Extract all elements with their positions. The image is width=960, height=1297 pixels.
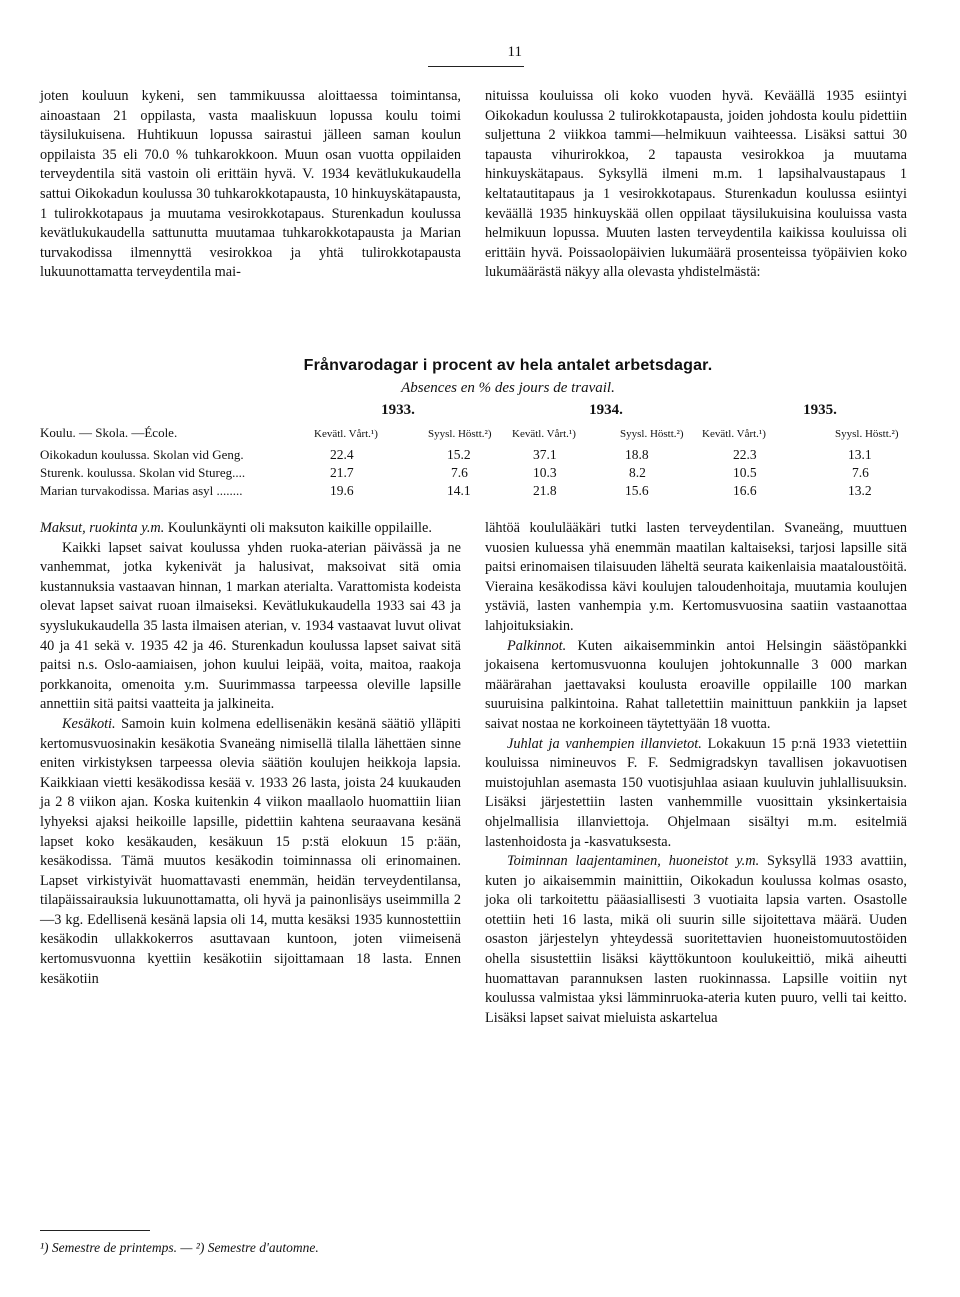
paragraph [485, 637, 907, 735]
table-cell: 21.8 [533, 483, 557, 498]
column-header: Kevätl. Vårt.¹) [702, 428, 766, 440]
paragraph-text: Kaikki lapset saivat koulussa yhden ruoka-aterian päivässä ja ne vanhemmat, jotka kykenivät ja halusivat, maksoivat sitä omia kustannuksia vastaavan hinnan, 1 markan aterialta. Varattomista kodeista olevat lapset saivat ruoan ilmaiseksi. Kevätlukukaudella 1933 sai 43 ja syyslukukaudella 35 lasta ilmaisen aterian, v. 1934 vastaavat luvut olivat 40 ja 41 sekä v. 1935 42 ja 46. Sturenkadun koulussa lapset saivat sitä paitsi n.s. Oslo-aamiaisen, johon kuului leipää, voita, maitoa, raakoja porkkanoita, omenoita y.m. Suurimmassa tarpeessa oleville lapsille annettiin sitä paitsi vaatteita ja jalkineita. [40, 539, 461, 713]
paragraph-text: Samoin kuin kolmena edellisenäkin kesänä säätiö ylläpiti kertomusvuosinakin kesäkotia Svaneäng nimisellä tilalla lähettäen sinne eniten virkistyksen tarpeessa olevia säätiön koulujen heikkoja lapsia. Kaikkiaan vietti kesäkodissa kesää v. 1933 26 lasta, joista 24 kuukauden ja 2 8 viikon ajan. Koska kuitenkin 4 viikon maallaolo huomattiin liian lyhyeksi ajaksi heikoille lapsille, pidettiin kahtena seuraavana kesänä lapset koko kesäkauden, kesäkuun 15 p:stä elokuun 15 p:ään, kesäkodissa. Tämä muutos kesäkodin toiminnassa oli erinomainen. Lapset virkistyivät huomattavasti enemmän, heidän terveydentilansa, tilapäissairauksia lukuunottamatta, oli hyvä ja painonlisäys useimmilla 2—3 kg. Edellisenä kesänä lapsia oli 14, mutta kesäksi 1935 kunnostettiin kesäkodin ullakkokerros asuttavaan kuntoon, joten viimeisenä kertomusvuonna kyettiin kesäkotiin sijoittamaan 18 lasta. Ennen kesäkotiin [40, 715, 461, 987]
paragraph-text: Kuten aikaisemminkin antoi Helsingin säästöpankki jokaisena kertomusvuonna koulujen johtokunnalle 3 000 markan määrärahan jaettavaksi koulusta eroaville oppilaille 100 markan suuruisina palkintoina. Rahat talletettiin mainittuun pankkiin ja lapset saivat nostaa ne korkoineen täytettyään 18 vuotta. [485, 637, 907, 732]
section-title: Maksut, ruokinta y.m. [40, 520, 165, 536]
table-row-label: Marian turvakodissa. Marias asyl ........ [40, 483, 243, 498]
page-number: 11 [507, 44, 522, 60]
footnote-rule [40, 1230, 150, 1231]
table-title: Frånvarodagar i procent av hela antalet arbetsdagar. [303, 357, 713, 374]
top-right-column [485, 87, 907, 283]
table-cell: 7.6 [852, 465, 869, 480]
paragraph: joten kouluun kykeni, sen tammikuussa aloittaessa toimintansa, ainoastaan 21 oppilasta, vasta maaliskuun lopussa koulu toimi täysilukuisena. Huhtikuun lopussa sairastui jälleen saman koulun oppilaista 35 eli 70.0 % tuhkarokkoon. Muun osan vuotta oppilaiden terveydentila sitä vastoin oli erittäin hyvä. V. 1934 kevätlukukaudella sattui Oikokadun koulussa 30 tuhkarokkotapausta, 10 hinkuyskätapausta, 1 tulirokkotapaus ja muutama vesirokkotapaus. Sturenkadun koulussa kevätlukukaudella sattunutta muutamaa tuhkarokkotapausta ja Marian turvakodissa ilmennyttä vesirokkoa ja yhtä tulirokkotapausta lukuunottamatta terveydentila mai- [40, 88, 461, 281]
table-cell: 37.1 [533, 447, 557, 462]
table-cell: 13.2 [848, 483, 872, 498]
paragraph [40, 539, 461, 715]
page-number-rule [428, 66, 524, 67]
table-cell: 22.4 [330, 447, 354, 462]
table-cell: 15.2 [447, 447, 471, 462]
table-cell: 22.3 [733, 447, 757, 462]
column-header: Syysl. Höstt.²) [428, 428, 492, 440]
table-cell: 16.6 [733, 483, 757, 498]
table-cell: 8.2 [629, 465, 646, 480]
year-heading-1934: 1934. [589, 402, 623, 418]
table-cell: 7.6 [451, 465, 468, 480]
table-row-label: Oikokadun koulussa. Skolan vid Geng. [40, 447, 244, 462]
section-title: Toiminnan laajentaminen, huoneistot y.m. [507, 853, 760, 870]
table-subtitle: Absences en % des jours de travail. [401, 380, 615, 396]
paragraph [485, 735, 907, 853]
paragraph: nituissa kouluissa oli koko vuoden hyvä. Keväällä 1935 esiintyi Oikokadun koulussa 2 tulirokkotapausta, joiden johdosta koulu pidettiin suljettuna 2 viikkoa tammi—helmikuun vaihteessa. Lisäksi sattui 30 tapausta vihurirokkoa, 2 tapausta vesirokkoa ja muutama hinkuyskätapaus. Syksyllä ilmeni m.m. 1 lapsihalvaustapaus 1 keltatautitapaus ja 1 vesirokkotapaus. Sturenkadun koulussa esiintyi keväällä 1935 hinkuyskää ollen oppilaat täysilukuisina kouluissa vasta helmikuun lopussa. Muuten lasten terveydentila kaikissa kouluissa oli erittäin hyvä. Poissaolopäivien lukumäärä prosenteissa työpäivien koko lukumäärästä näkyy alla olevasta yhdistelmästä: [485, 88, 907, 281]
section-title: Palkinnot. [507, 637, 567, 654]
section-title: Juhlat ja vanhempien illanvietot. [507, 735, 702, 752]
paragraph [40, 715, 461, 989]
table-cell: 10.3 [533, 465, 557, 480]
table-cell: 15.6 [625, 483, 649, 498]
school-column-header: Koulu. — Skola. —École. [40, 425, 178, 440]
bottom-left-column [40, 519, 461, 989]
table-cell: 10.5 [733, 465, 757, 480]
section-title: Kesäkoti. [62, 715, 116, 732]
table-row-label: Sturenk. koulussa. Skolan vid Stureg.... [40, 465, 246, 480]
paragraph-text: Lokakuun 15 p:nä 1933 vietettiin kouluissa nimineuvos F. F. Sedmigradskyn tavallisen jokavuotisen muistojuhlan asemasta 150 vuotisjuhlaa asiaan kuuluvin juhlallisuuksin. Lisäksi järjestettiin lasten vanhemmille vuosittain yksinkertaisia ohjelmallisia illanviettoja. Ohjelmaan sisältyi m.m. esitelmiä lastenhoidosta ja -kasvatuksesta. [485, 735, 907, 850]
footnote: ¹) Semestre de printemps. — ²) Semestre d'automne. [40, 1240, 319, 1255]
bottom-right-column [485, 519, 907, 1028]
table-cell: 13.1 [848, 447, 872, 462]
paragraph [485, 519, 907, 637]
column-header: Kevätl. Vårt.¹) [314, 428, 378, 440]
year-heading-1933: 1933. [381, 402, 415, 418]
table-cell: 14.1 [447, 483, 471, 498]
paragraph-text: Koulunkäynti oli maksuton kaikille oppilaille. [164, 520, 432, 536]
table-cell: 18.8 [625, 447, 649, 462]
column-header: Syysl. Höstt.²) [620, 428, 684, 440]
paragraph [40, 519, 461, 539]
table-cell: 21.7 [330, 465, 354, 480]
top-left-column [40, 87, 461, 283]
column-header: Syysl. Höstt.²) [835, 428, 899, 440]
year-heading-1935: 1935. [803, 402, 837, 418]
column-header: Kevätl. Vårt.¹) [512, 428, 576, 440]
paragraph-text: lähtöä koululääkäri tutki lasten terveydentilan. Svaneäng, muuttuen vuosien kuluessa yhä enemmän maatilan kaltaiseksi, tarjosi lapsille sitä paitsi erinomaisen tilaisuuden läheltä seurata kaikenlaisia maataloustöitä. Vieraina kesäkodissa kävi koulujen taloudenhoitaja, muutamia koulujen ystäviä, lasten vanhempia y.m. Kertomusvuosina saatiin vastaanottaa lahjoituksiakin. [485, 520, 907, 634]
paragraph-text: Syksyllä 1933 avattiin, kuten jo aikaisemmin mainittiin, Oikokadun koulussa kolmas osasto, joka oli tarkoitettu pääasiallisesti 3 vuotiaita lapsia varten. Osastolle otettiin heti 16 lasta, mikä oli suurin sille sijoitettava määrä. Uuden osaston järjestelyn yhteydessä suoritettavien huoneistomuutostöiden ohella sisustettiin lisäksi käyttökuntoon koulukeittiö, mikä aiheutti huomattavan parannuksen lasten ruokinnassa. Lapsille voitiin nyt koulussa valmistaa yksi lämminruoka-ateria kuten puuro, velli tai keitto. Lisäksi lapset saivat mieluista askartelua [485, 853, 907, 1026]
table-cell: 19.6 [330, 483, 354, 498]
paragraph [485, 852, 907, 1028]
